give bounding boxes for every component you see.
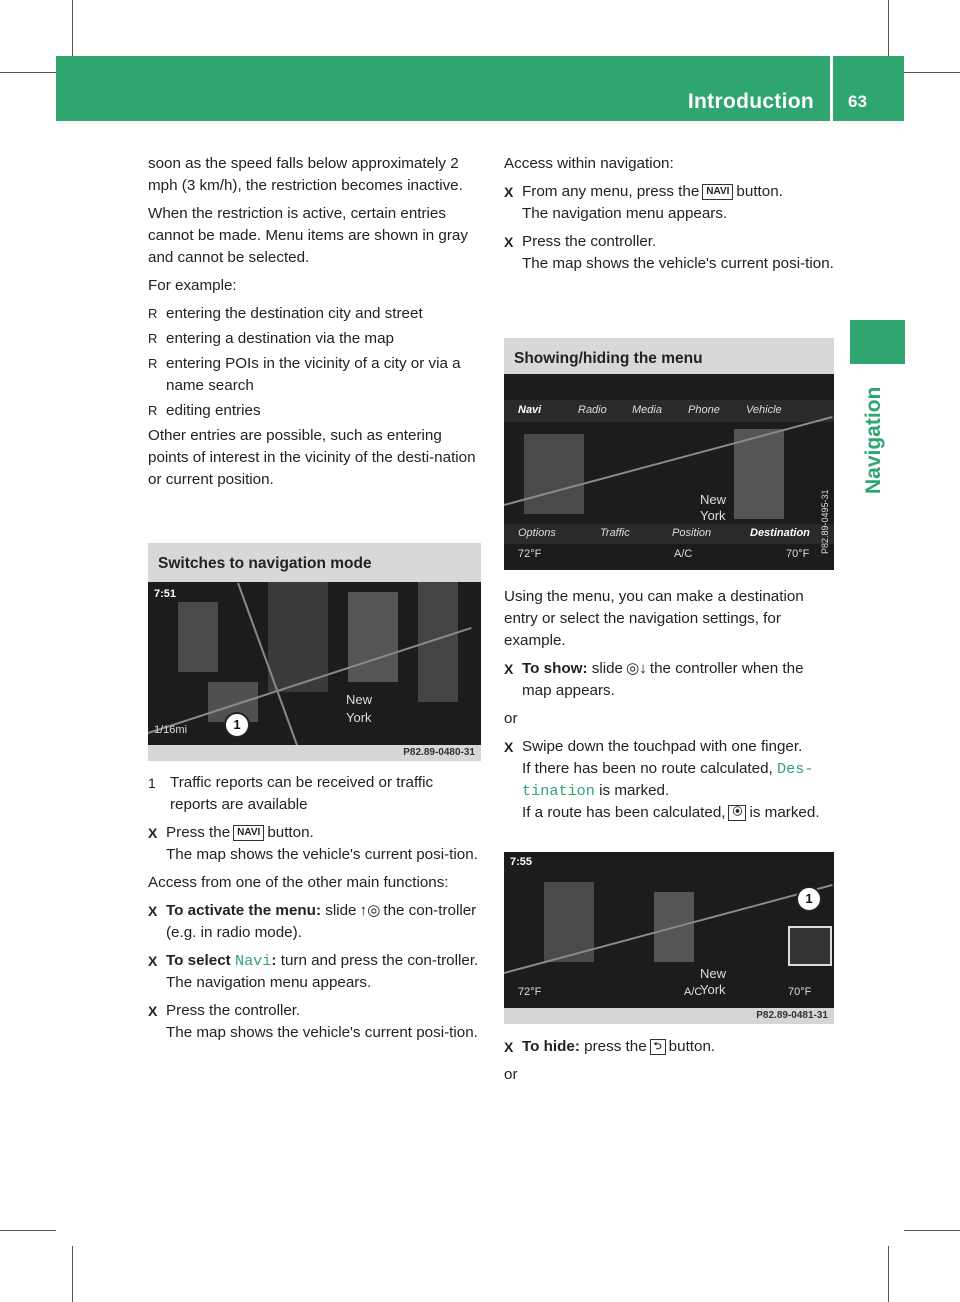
- instruction-step: X To hide: press the ⮌ button.: [504, 1036, 834, 1058]
- instruction-step: X To activate the menu: slide ↑◎ the con-troller (e.g. in radio mode).: [148, 902, 477, 941]
- status-temp-left: 72°F: [518, 986, 542, 998]
- paragraph: When the restriction is active, certain entries cannot be made. Menu items are shown in gray and cannot be selected.: [148, 205, 468, 266]
- map-label: New: [346, 692, 373, 707]
- paragraph: Using the menu, you can make a destination entry or select the navigation settings, for example.: [504, 588, 804, 649]
- bullet-icon: R: [148, 403, 158, 418]
- status-temp-right: 70°F: [786, 548, 810, 560]
- bullet-icon: R: [148, 356, 158, 371]
- menu-item-vehicle: Vehicle: [746, 404, 782, 416]
- crop-mark: [888, 1246, 889, 1302]
- step-arrow-icon: X: [148, 1003, 158, 1019]
- step-arrow-icon: X: [504, 739, 514, 755]
- route-icon: ⦿: [728, 805, 746, 821]
- step-arrow-icon: X: [504, 661, 514, 677]
- page-number: 63: [848, 92, 867, 111]
- nav-menu-figure: [504, 374, 834, 570]
- instruction-step: X Press the controller. The map shows the vehicle's current posi-tion.: [148, 1002, 478, 1041]
- paragraph: Other entries are possible, such as entering points of interest in the vicinity of the desti-nation or current position.: [148, 427, 476, 488]
- crop-mark: [72, 1246, 73, 1302]
- right-column: [504, 153, 834, 281]
- back-button-icon: ⮌: [650, 1039, 666, 1055]
- chapter-tab: [850, 320, 905, 364]
- paragraph: soon as the speed falls below approximately 2 mph (3 km/h), the restriction becomes inactive.: [148, 155, 463, 194]
- paragraph: Access from one of the other main functions:: [148, 874, 449, 891]
- top-menu-bar: [504, 400, 834, 422]
- map-building: [734, 429, 784, 519]
- callout-description: 1 Traffic reports can be received or traffic reports are available: [148, 774, 434, 813]
- map-label: New: [700, 966, 727, 981]
- map-building: [348, 592, 398, 682]
- map-label: York: [700, 982, 726, 997]
- step-arrow-icon: X: [148, 903, 158, 919]
- submenu-traffic: Traffic: [600, 527, 630, 539]
- instruction-step: X To select Navi: turn and press the con-troller. The navigation menu appears.: [148, 952, 479, 991]
- map-time: 7:55: [510, 856, 533, 868]
- callout-marker: 1: [796, 886, 822, 912]
- instruction-step: X Swipe down the touchpad with one finger. If there has been no route calculated, Des-tination is marked. If a route has been calculated, ⦿ is marked.: [504, 738, 820, 821]
- step-arrow-icon: X: [148, 953, 158, 969]
- controller-slide-down-icon: ◎↓: [626, 660, 647, 677]
- nav-map-figure-hidden-menu: [504, 852, 834, 1024]
- figure-code: P82.89-0495-31: [820, 489, 830, 554]
- map-label: New: [700, 492, 727, 507]
- instruction-step: X Press the NAVI button. The map shows the vehicle's current posi-tion.: [148, 824, 478, 863]
- right-column-lower: [504, 1036, 834, 1092]
- status-ac: A/C: [684, 986, 703, 998]
- navi-key-icon: NAVI: [702, 184, 733, 200]
- callout-marker: 1: [224, 712, 250, 738]
- crop-mark: [72, 0, 73, 56]
- map-building: [524, 434, 584, 514]
- map-time: 7:51: [154, 588, 177, 600]
- map-label: York: [700, 508, 726, 523]
- crop-mark: [904, 1230, 960, 1231]
- section-heading: Showing/hiding the menu: [504, 338, 834, 380]
- step-arrow-icon: X: [504, 1039, 514, 1055]
- paragraph: For example:: [148, 277, 237, 294]
- crop-mark: [0, 1230, 56, 1231]
- step-arrow-icon: X: [148, 825, 158, 841]
- crop-mark: [904, 72, 960, 73]
- map-label: York: [346, 710, 372, 725]
- status-ac: A/C: [674, 548, 693, 560]
- bullet-icon: R: [148, 306, 158, 321]
- step-arrow-icon: X: [504, 184, 514, 200]
- figure-code: P82.89-0480-31: [148, 745, 481, 761]
- controller-slide-icon: ↑◎: [359, 902, 381, 919]
- status-temp-left: 72°F: [518, 548, 542, 560]
- instruction-step: X To show: slide ◎↓ the controller when the map appears.: [504, 660, 804, 699]
- header-divider: [830, 56, 833, 121]
- bullet-icon: R: [148, 331, 158, 346]
- submenu-position: Position: [672, 527, 712, 539]
- nav-map-figure: [148, 582, 481, 761]
- menu-item-phone: Phone: [688, 404, 720, 416]
- map-building: [178, 602, 218, 672]
- step-arrow-icon: X: [504, 234, 514, 250]
- figure-code: P82.89-0481-31: [504, 1008, 834, 1024]
- crop-mark: [888, 0, 889, 56]
- instruction-step: X From any menu, press the NAVI button. The navigation menu appears.: [504, 183, 783, 222]
- section-heading: Switches to navigation mode: [148, 543, 481, 585]
- section-heading-box: [148, 543, 481, 585]
- paragraph: or: [504, 1066, 518, 1083]
- left-column-lower: [148, 772, 481, 1050]
- instruction-step: X Press the controller. The map shows the vehicle's current posi-tion.: [504, 233, 834, 272]
- crop-mark: [0, 72, 56, 73]
- list-item: R entering the destination city and street: [148, 303, 481, 325]
- callout-number-icon: 1: [148, 775, 156, 791]
- navi-key-icon: NAVI: [233, 825, 264, 841]
- paragraph: Access within navigation:: [504, 155, 674, 172]
- list-item: R entering POIs in the vicinity of a city or via a name search: [148, 355, 461, 394]
- menu-item-media: Media: [632, 404, 662, 416]
- map-scale: 1/16mi: [154, 724, 188, 736]
- page-title: Introduction: [687, 90, 814, 113]
- page-header: [56, 56, 904, 121]
- status-temp-right: 70°F: [788, 986, 812, 998]
- list-item: R editing entries: [148, 400, 481, 422]
- list-item: R entering a destination via the map: [148, 328, 481, 350]
- chapter-label: Navigation: [862, 386, 885, 494]
- paragraph: or: [504, 710, 518, 727]
- menu-item-navi: Navi: [518, 404, 542, 416]
- right-column-middle: [504, 586, 834, 830]
- route-overview-icon: [788, 926, 832, 966]
- menu-item-radio: Radio: [578, 404, 607, 416]
- left-column: [148, 153, 481, 497]
- submenu-destination: Destination: [750, 527, 810, 539]
- submenu-options: Options: [518, 527, 556, 539]
